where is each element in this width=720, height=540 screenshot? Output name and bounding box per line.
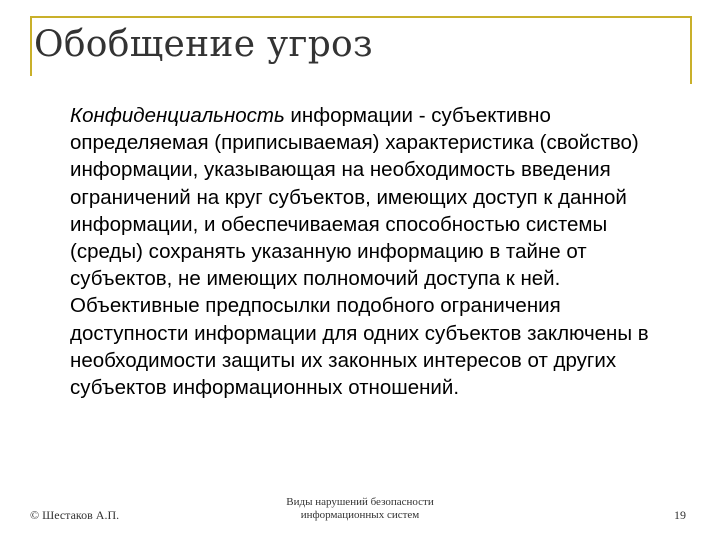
- footer-author: © Шестаков А.П.: [30, 508, 120, 522]
- frame-top-rule: [30, 16, 692, 18]
- defined-term: Конфиденциальность: [70, 104, 285, 127]
- frame-right-rule: [690, 16, 692, 84]
- definition-text: информации - субъективно определяемая (приписываемая) характеристика (свойство) информации, указывающая на необходимость введения ограничений на круг субъектов, имеющих доступ к данной информации, и обеспечиваемая способностью системы (среды) сохранять указанную информацию в тайне от субъектов, не имеющих полномочий доступа к ней. Объективные предпосылки подобного ограничения доступности информации для одних субъектов заключены в необходимости защиты их законных интересов от других субъектов информационных отношений.: [70, 104, 649, 400]
- footer-topic: [250, 496, 470, 522]
- footer-topic-line2: информационных систем: [300, 509, 420, 521]
- slide-body-text: [70, 102, 680, 401]
- slide-title: Обобщение угроз: [34, 24, 373, 65]
- footer-topic-line1: Виды нарушений безопасности: [286, 496, 434, 508]
- footer-page-number: 19: [674, 508, 686, 522]
- frame-left-rule: [30, 16, 32, 76]
